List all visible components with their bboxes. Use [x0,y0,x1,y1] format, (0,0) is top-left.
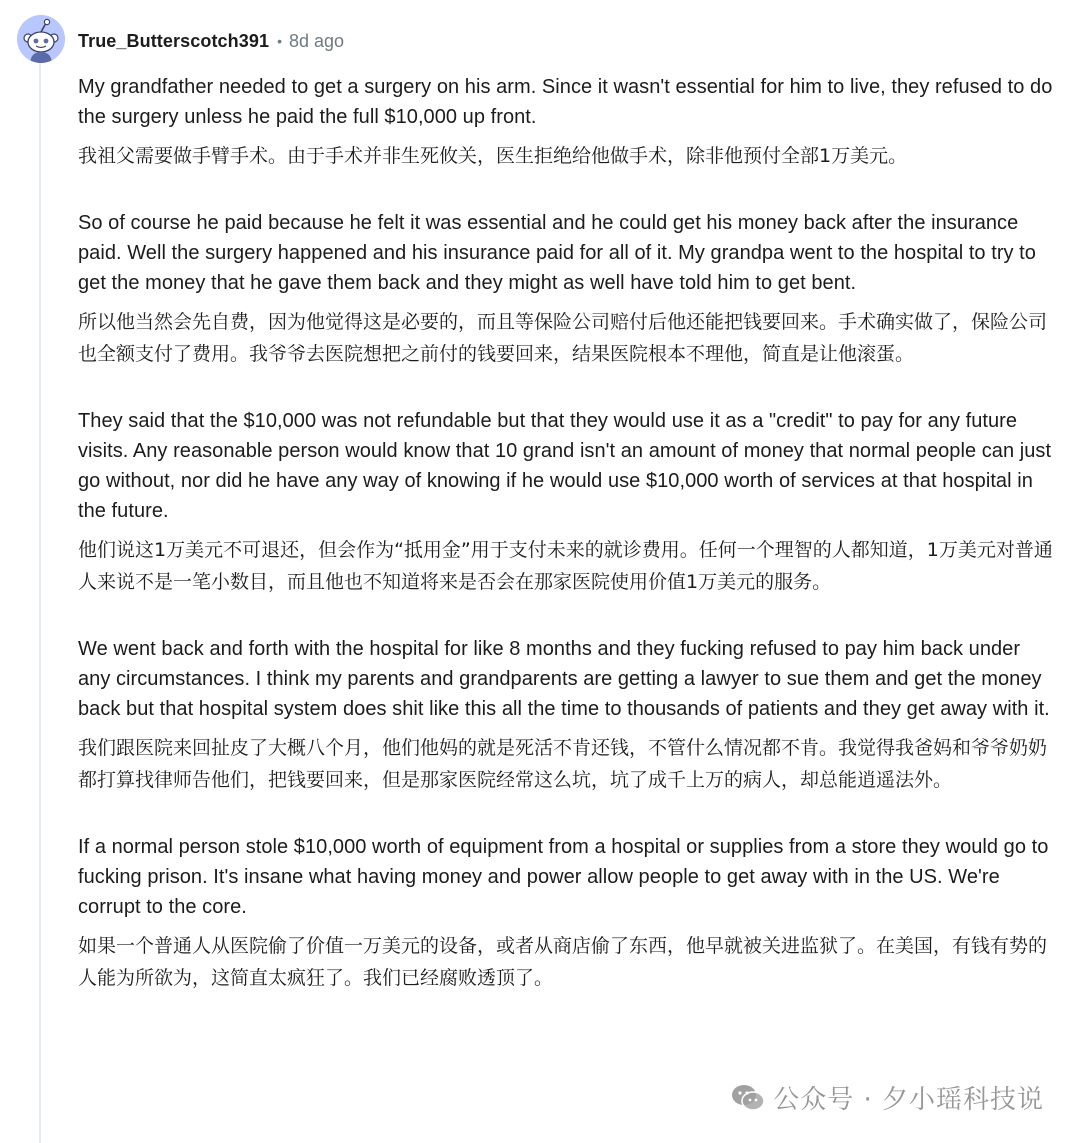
paragraph-english: My grandfather needed to get a surgery on his arm. Since it wasn't essential for him to live, they refused to do the surgery unless he paid the full $10,000 up front. [78,76,1053,128]
paragraph-block [78,208,1058,370]
paragraph-chinese: 我们跟医院来回扯皮了大概八个月，他们他妈的就是死活不肯还钱，不管什么情况都不肯。我觉得我爸妈和爷爷奶奶都打算找律师告他们，把钱要回来，但是那家医院经常这么坑，坑了成千上万的病人，却总能逍遥法外。 [78,737,1048,791]
watermark [731,1079,1044,1116]
paragraph-block [78,406,1058,598]
user-avatar[interactable] [17,15,65,63]
wechat-icon [731,1084,765,1112]
paragraph-english: So of course he paid because he felt it was essential and he could get his money back after the insurance paid. Well the surgery happened and his insurance paid for all of it. My grandpa went to the hospital to try to get the money that he gave them back and they might as well have told him to get bent. [78,212,1036,294]
comment-body [78,72,1058,1030]
username-link[interactable]: True_Butterscotch391 [78,30,270,51]
paragraph-chinese: 如果一个普通人从医院偷了价值一万美元的设备，或者从商店偷了东西，他早就被关进监狱了。在美国，有钱有势的人能为所欲为，这简直太疯狂了。我们已经腐败透顶了。 [78,935,1048,989]
thread-line [39,62,41,1143]
paragraph-english: They said that the $10,000 was not refundable but that they would use it as a "credit" to pay for any future visits. Any reasonable person would know that 10 grand isn't an amount of money that normal people can just go without, nor did he have any way of knowing if he would use $10,000 worth of services at that hospital in the future. [78,410,1052,522]
meta-separator: • [277,33,282,49]
watermark-text: 公众号 · 夕小瑶科技说 [773,1085,1044,1115]
paragraph-english: We went back and forth with the hospital for like 8 months and they fucking refused to pay him back under any circumstances. I think my parents and grandparents are getting a lawyer to sue them and get the money back but that hospital system does shit like this all the time to thousands of patients and they get away with it. [78,638,1050,720]
paragraph-block [78,832,1058,994]
paragraph-chinese: 所以他当然会先自费，因为他觉得这是必要的，而且等保险公司赔付后他还能把钱要回来。手术确实做了，保险公司也全额支付了费用。我爷爷去医院想把之前付的钱要回来，结果医院根本不理他，简直是让他滚蛋。 [78,311,1048,365]
snoo-icon [17,15,65,63]
paragraph-chinese: 我祖父需要做手臂手术。由于手术并非生死攸关，医生拒绝给他做手术，除非他预付全部1万美元。 [78,145,908,167]
comment-header [78,28,344,54]
paragraph-english: If a normal person stole $10,000 worth of equipment from a hospital or supplies from a store they would go to fucking prison. It's insane what having money and power allow people to get away with in the US. We're corrupt to the core. [78,836,1049,918]
paragraph-block [78,72,1058,172]
paragraph-chinese: 他们说这1万美元不可退还，但会作为“抵用金”用于支付未来的就诊费用。任何一个理智的人都知道，1万美元对普通人来说不是一笔小数目，而且他也不知道将来是否会在那家医院使用价值1万美元的服务。 [78,539,1053,593]
timestamp[interactable]: 8d ago [288,30,345,51]
paragraph-block [78,634,1058,796]
